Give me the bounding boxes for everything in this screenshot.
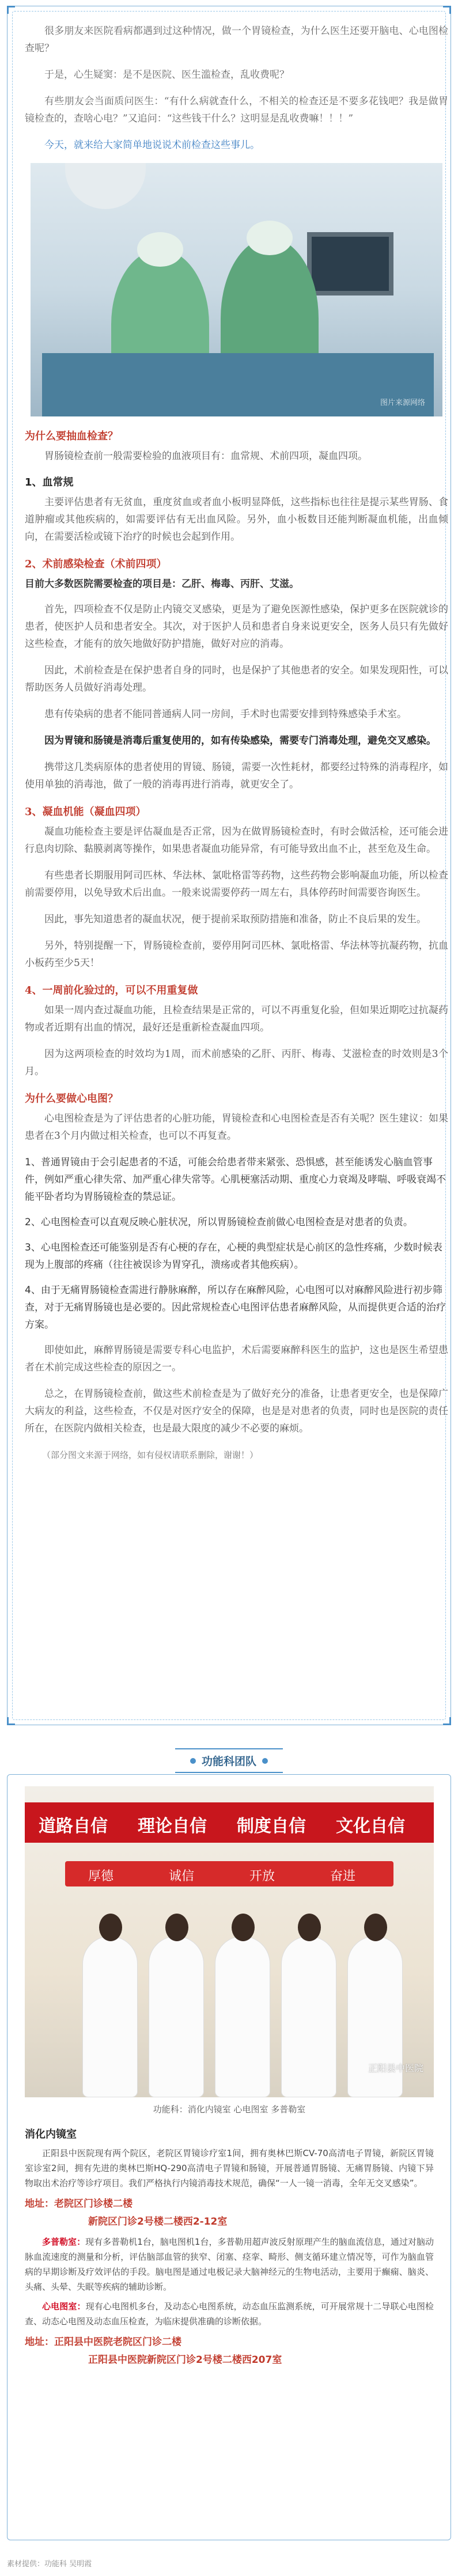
section-paragraph: 即使如此，麻醉胃肠镜是需要专科心电监护，术后需要麻醉科医生的监护，这也是医生希望患者在术前完成这些检查的原因之一。 [25,1344,448,1373]
dept-title: 消化内镜室 [25,2128,77,2141]
section-paragraph: 因此，事先知道患者的凝血状况，便于提前采取预防措施和准备，防止不良后果的发生。 [44,914,426,925]
ecg-list-item: 2、心电图检查可以直观反映心脏状况，所以胃肠镜检查前做心电图检查是对患者的负责。 [25,1217,413,1228]
staff-head [99,1914,122,1941]
item-heading-coagulation: 3、凝血机能（凝血四项） [25,806,146,818]
section-paragraph: 有些患者长期服用阿司匹林、华法林、氯吡格雷等药物，这些药物会影响凝血功能，所以检查前需要停用，以免导致术后出血。一般来说需要停药一周左右，具体停药时间需要咨询医生。 [25,870,448,899]
dept-paragraph [25,2234,434,2294]
staff-figure [215,1936,270,2097]
staff-figure [149,1936,204,2097]
surgical-cap [247,221,293,255]
photo-caption: 功能科：消化内镜室 心电图室 多普勒室 [153,2104,306,2115]
section-paragraph: 因此，术前检查是在保护患者自身的同时，也是保护了其他患者的安全。如果发现阳性，可以帮助医务人员做好消毒处理。 [25,665,448,694]
section-paragraph: 因为这两项检查的时效均为1周，而术前感染的乙肝、丙肝、梅毒、艾滋检查的时效则是3个月。 [25,1048,448,1077]
ecg-list-item: 4、由于无痛胃肠镜检查需进行静脉麻醉，所以存在麻醉风险，心电图可以对麻醉风险进行初步筛查，对于无痛胃肠镜也是必要的。因此常规检查心电图评估患者麻醉风险，从而提供更合适的治疗方案。 [25,1285,446,1331]
intro-paragraph-1: 很多朋友来医院看病都遇到过这种情况，做一个胃镜检查，为什么医生还要开脑电、心电图检查呢？ [25,25,448,54]
lead-paragraph: 今天，就来给大家简单地说说术前检查这些事儿。 [44,139,260,151]
staff-figure [281,1936,336,2097]
section-paragraph: 总之，在胃肠镜检查前，做这些术前检查是为了做好充分的准备，让患者更安全，也是保障广大病友的利益，这些检查，不仅是对医疗安全的保障，也是是对患者的负责，同时也是医院的责任所在，在医院内做相关检查，也是最大限度的减少不必要的麻烦。 [25,1388,448,1434]
section-paragraph: 患有传染病的患者不能同普通病人同一房间，手术时也需要安排到特殊感染手术室。 [44,709,407,720]
staff-figure [82,1936,138,2097]
surgical-cap [137,232,183,267]
section-paragraph: 主要评估患者有无贫血，重度贫血或者血小板明显降低，这些指标也往往是提示某些胃肠、食道肿瘤或其他疾病的，如需要评估有无出血风险。另外，血小板数目还能判断凝血机能，出血倾向，在需要活检或镜下治疗的时候也会起到作用。 [25,497,448,543]
staff-head [298,1914,321,1941]
ecg-list-item: 3、心电图检查还可能鉴别是否有心梗的存在，心梗的典型症状是心前区的急性疼痛，少数时候表现为上腹部的疼痛（往往被误诊为胃穿孔，溃疡或者其他疾病）。 [25,1242,442,1271]
red-slogan-sign [25,1802,434,1843]
slogan-text: 文化自信 [336,1816,405,1836]
image-watermark: 图片来源网络 [380,399,425,407]
section-paragraph: 首先，四项检查不仅是防止内镜交叉感染，更是为了避免医源性感染，保护更多在医院就诊的患者，使医护人员和患者安全。其次，对于医护人员和患者自身来说更安全，医务人员只有先做好这些检查，才能有的放矢地做好防护措施，做好对应的消毒。 [25,604,448,650]
ecg-list-item: 1、普通胃镜由于会引起患者的不适，可能会给患者带来紧张、恐惧感，甚至能诱发心脑血管事件，例如严重心律失常、加严重心律失常等。心肌梗塞活动期、重度心力衰竭及哮喘、呼吸衰竭不能平卧者均为胃肠镜检查的禁忌证。 [25,1157,446,1203]
section-paragraph: 如果一周内查过凝血功能，且检查结果是正常的，可以不再重复化验，但如果近期吃过抗凝药物或者近期有出血的情况，最好还是重新检查凝血四项。 [25,1005,448,1033]
surgical-lamp [65,163,146,209]
section-paragraph: 携带这几类病原体的患者使用的胃镜、肠镜，需要一次性耗材，都要经过特殊的消毒程序，如使用单独的消毒池，做了一般的消毒再进行消毒，就更安全了。 [25,762,448,790]
address-line [25,2195,434,2210]
address-value: 老院区门诊楼二楼 [54,2198,133,2210]
values-banner [65,1861,393,1886]
staff-head [165,1914,188,1941]
section-paragraph: 心电图检查是为了评估患者的心脏功能，胃镜检查和心电图检查是否有关呢？医生建议：如果患者在3个月内做过相关检查，也可以不再复查。 [25,1113,448,1142]
team-frame [7,1774,451,2540]
team-title: 功能科团队 [201,1755,256,1768]
intro-paragraph-3: 有些朋友会当面质问医生：“有什么病就查什么，不相关的检查还是不要多花钱吧？我是做胃镜检查的，查啥心电？”又追问：“这些钱干什么？这明显是乱收费嘛！！！” [25,96,448,124]
item-heading-validity: 4、一周前化验过的，可以不用重复做 [25,984,198,997]
operating-table [42,353,434,416]
corner-decoration [443,6,451,14]
address-label: 地址： [25,2198,54,2210]
section-heading-ecg: 为什么要做心电图？ [25,1093,118,1105]
photo-watermark: 正阳县中医院 [368,2063,423,2074]
dept-paragraph [25,2299,434,2329]
section-paragraph: 另外，特别提醒一下，胃肠镜检查前，要停用阿司匹林、氯吡格雷、华法林等抗凝药物，抗血小板药至少5天！ [25,940,448,969]
address-label: 地址： [25,2336,54,2348]
banner-text: 厚德 [88,1869,114,1884]
team-photo [25,1786,434,2097]
dept-paragraph: 正阳县中医院现有两个院区，老院区胃镜诊疗室1间，拥有奥林巴斯CV-70高清电子胃镜，新院区胃镜室诊室2间，拥有先进的奥林巴斯HQ-290高清电子胃镜和肠镜，开展普通胃肠镜、无痛胃肠镜、内镜下异物取出术治疗等诊疗项目。我们严格执行内镜消毒技术规范，确保“一人一镜一消毒，全年无交叉感染”。 [25,2148,434,2188]
staff-head [232,1914,255,1941]
corner-decoration [7,6,15,14]
hero-image [31,163,442,416]
slogan-text: 理论自信 [138,1816,207,1836]
banner-text: 开放 [249,1869,275,1884]
corner-decoration [443,1717,451,1725]
infection-items-highlight: 目前大多数医院需要检查的项目是：乙肝、梅毒、丙肝、艾滋。 [25,578,299,590]
team-section-header [0,1748,458,1773]
section-paragraph: 凝血功能检查主要是评估凝血是否正常，因为在做胃肠镜检查时，有时会做活检，还可能会进行息肉切除、黏膜剥离等操作，如果患者凝血功能异常，有可能导致出血不止，甚至危及生命。 [25,826,448,855]
item-heading-infection: 2、术前感染检查（术前四项） [25,558,167,570]
article-frame [7,6,451,1725]
bullet-icon [190,1758,196,1764]
section-paragraph: 胃肠镜检查前一般需要检验的血液项目有：血常规、术前四项，凝血四项。 [44,450,368,462]
slogan-text: 道路自信 [39,1816,108,1836]
department-description [25,2126,434,2373]
dept-text: 现有多普勒机1台，脑电图机1台，多普勒用超声波反射原理产生的脑血流信息，通过对脑动脉血流速度的测量和分析，评估脑部血管的狭窄、闭塞、痉挛、畸形、侧支循环建立情况等，可作为脑血管病的早期诊断及疗效评估的手段。脑电图是通过电极记录大脑神经元的生物电活动，主要用于癫痫、脑炎、头痛、头晕、失眠等疾病的辅助诊断。 [25,2237,434,2292]
section-heading-blood-test: 为什么要抽血检查？ [25,430,118,442]
team-badge [175,1748,283,1773]
item-heading-blood-routine: 1、血常规 [25,476,74,488]
address-value: 正阳县中医院老院区门诊二楼 [54,2336,181,2348]
banner-text: 诚信 [169,1869,195,1884]
dept-text: 现有心电图机多台，及动态心电图系统，动态血压监测系统，可开展常规十二导联心电图检查、动态心电图及动态血压检查，为临床提供准确的诊断依据。 [25,2301,434,2327]
address-value-2: 正阳县中医院新院区门诊2号楼二楼西207室 [88,2354,282,2366]
address-line [25,2333,434,2348]
article-content [25,22,448,1473]
corner-decoration [7,1717,15,1725]
address-value-2: 新院区门诊2号楼二楼西2-12室 [88,2216,228,2228]
bullet-icon [262,1758,268,1764]
intro-paragraph-2: 于是，心生疑窦：是不是医院、医生滥检查，乱收费呢？ [44,69,289,81]
monitor [307,232,393,296]
staff-head [364,1914,387,1941]
banner-text: 奋进 [330,1869,356,1884]
slogan-text: 制度自信 [237,1816,306,1836]
dept-subtitle: 多普勒室： [42,2237,86,2247]
footer-credit: 素材提供：功能科 吴明霞 [7,2560,92,2569]
dept-subtitle: 心电图室： [42,2301,86,2312]
source-note: （部分图文来源于网络，如有侵权请联系删除，谢谢！） [42,1450,259,1460]
bold-notice: 因为胃镜和肠镜是消毒后重复使用的，如有传染感染，需要专门消毒处理，避免交叉感染。 [44,735,436,747]
